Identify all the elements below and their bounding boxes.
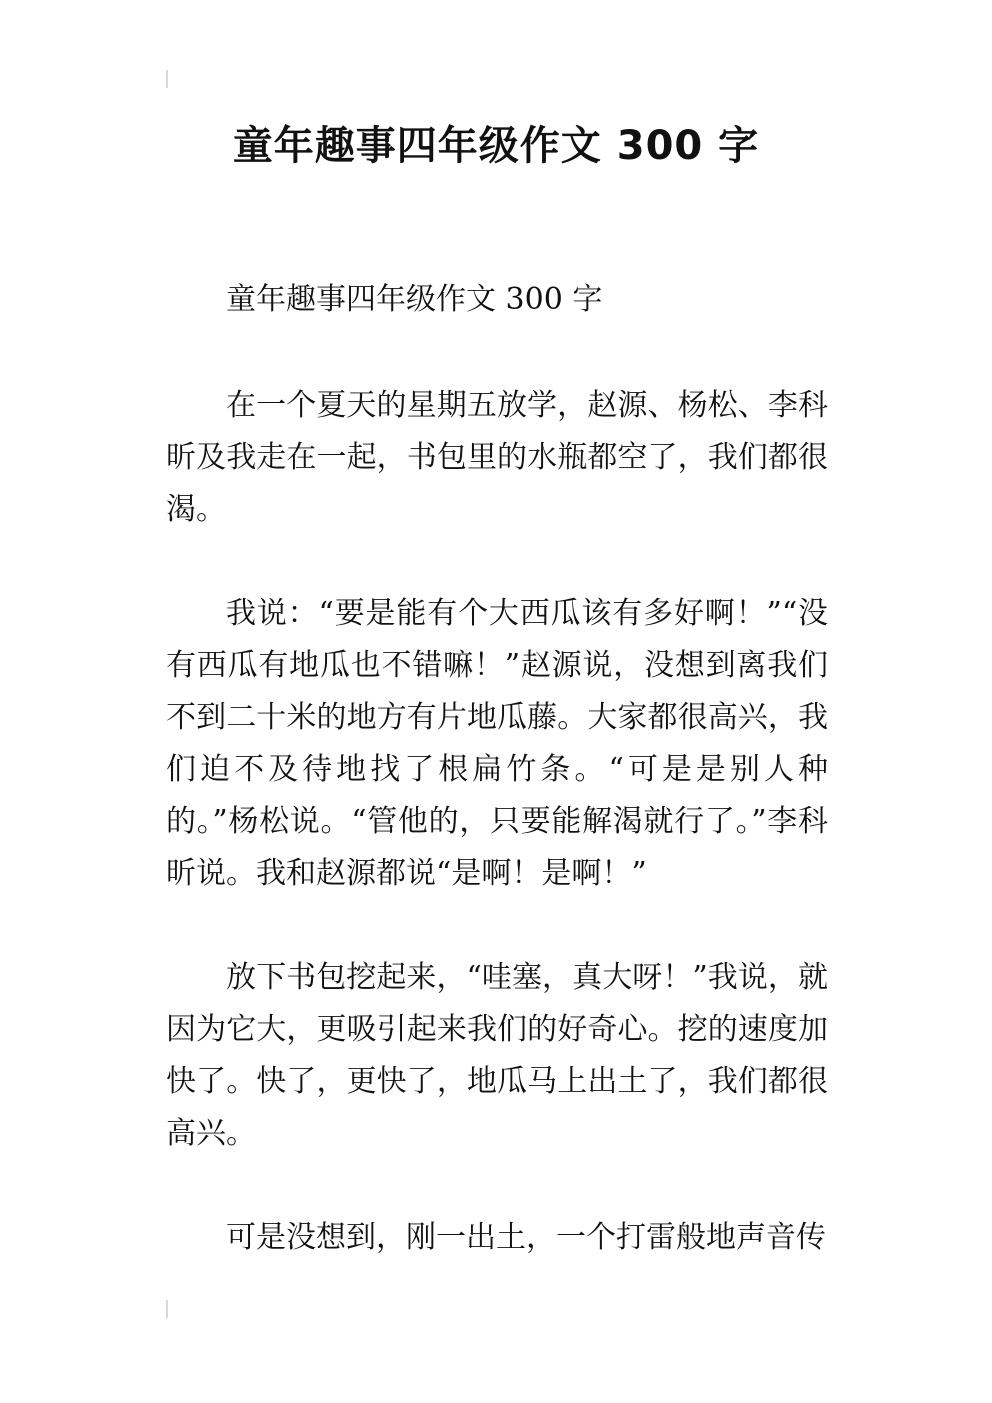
paragraph: 在一个夏天的星期五放学，赵源、杨松、李科昕及我走在一起，书包里的水瓶都空了，我们都很渴。 bbox=[166, 388, 828, 527]
document-subtitle: 童年趣事四年级作文 300 字 bbox=[226, 282, 603, 317]
document-title: 童年趣事四年级作文 300 字 bbox=[232, 123, 760, 169]
paragraph: 可是没想到，刚一出土，一个打雷般地声音传 bbox=[226, 1220, 826, 1255]
page-corner-mark bbox=[166, 70, 168, 88]
paragraph: 放下书包挖起来，“哇塞，真大呀！”我说，就因为它大，更吸引起来我们的好奇心。挖的速度加快了。快了，更快了，地瓜马上出土了，我们都很高兴。 bbox=[166, 960, 828, 1151]
page-corner-mark bbox=[166, 1300, 168, 1318]
paragraph: 我说：“要是能有个大西瓜该有多好啊！”“没有西瓜有地瓜也不错嘛！”赵源说，没想到离我们不到二十米的地方有片地瓜藤。大家都很高兴，我们迫不及待地找了根扁竹条。“可是是别人种的。”杨松说。“管他的，只要能解渴就行了。”李科昕说。我和赵源都说“是啊！是啊！” bbox=[166, 596, 828, 891]
